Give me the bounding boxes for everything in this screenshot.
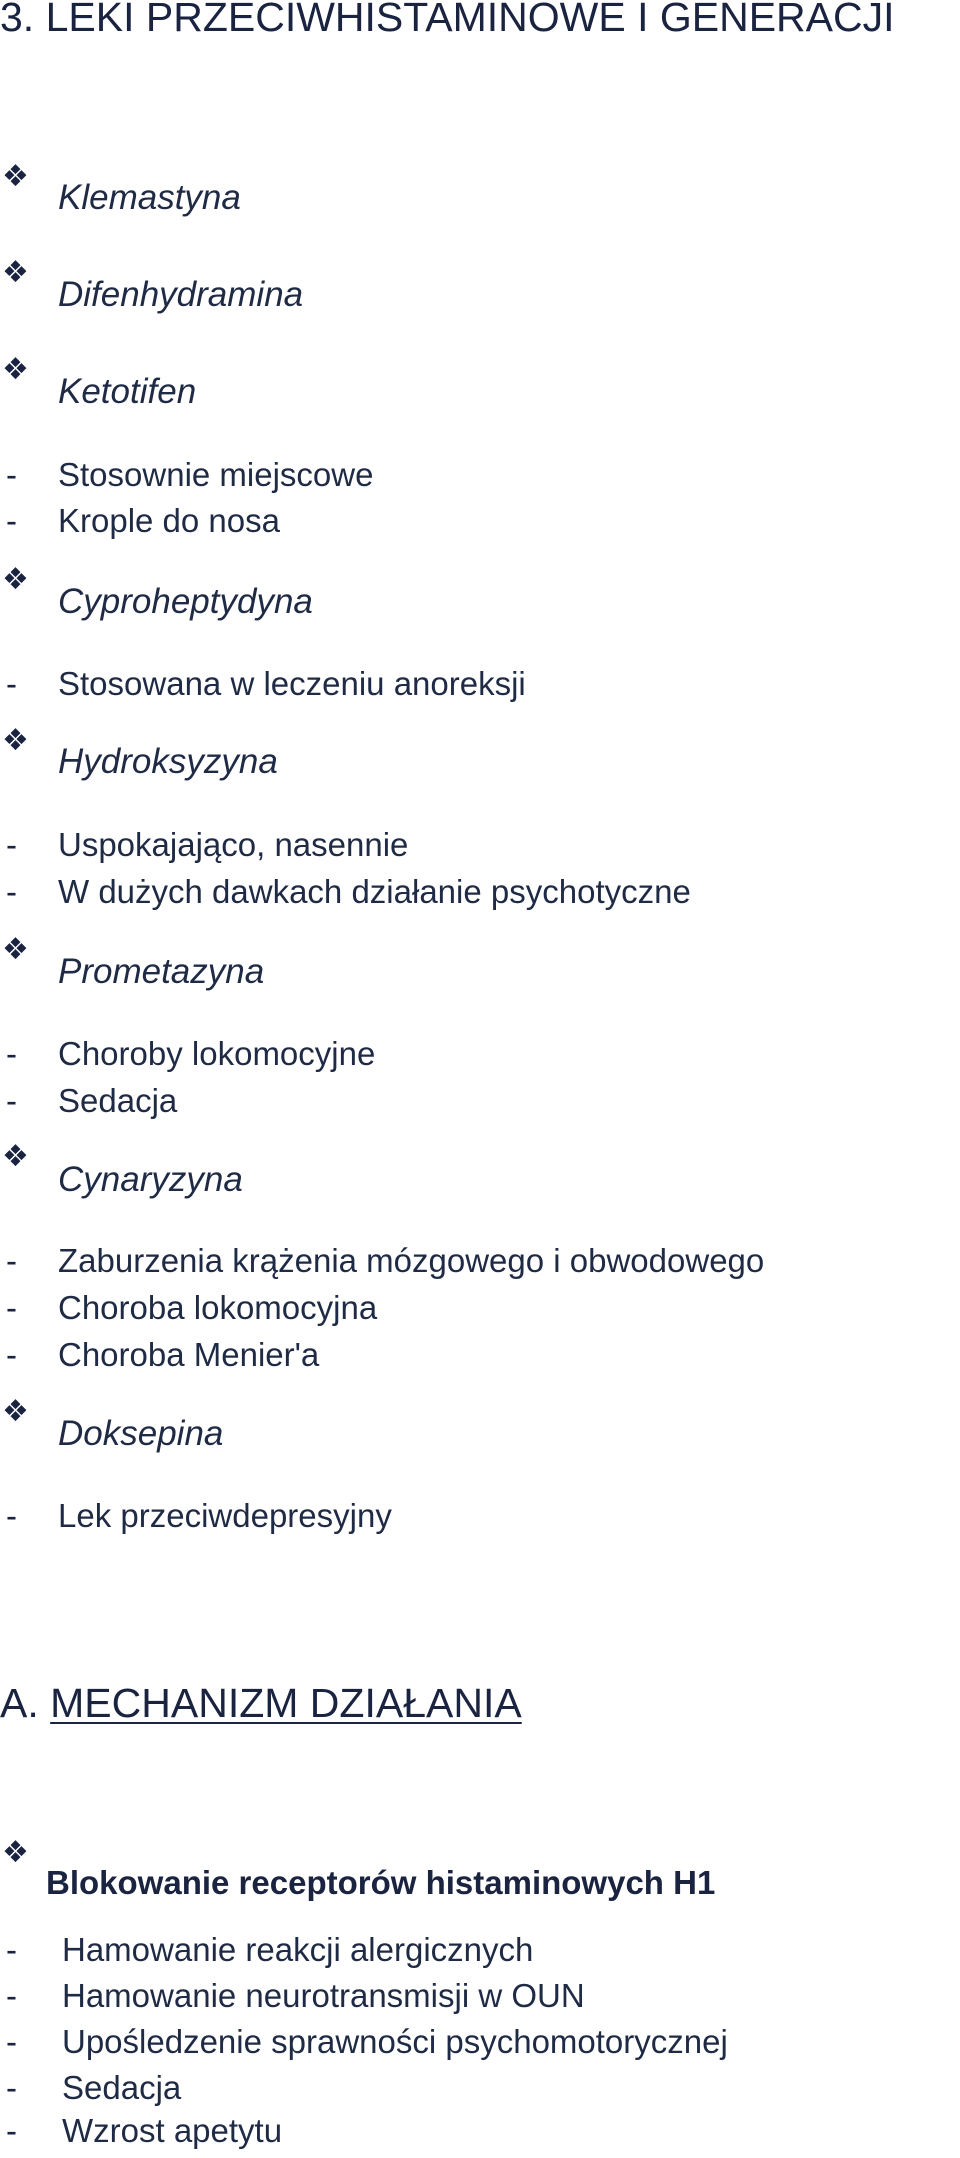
drug-note: Sedacja: [58, 1082, 178, 1119]
dash-marker: -: [6, 2112, 17, 2149]
drug-name: Prometazyna: [58, 952, 265, 991]
drug-name: Ketotifen: [58, 372, 197, 411]
bullet-icon: ❖: [2, 724, 29, 757]
dash-marker: -: [6, 826, 17, 863]
bullet-icon: ❖: [2, 1836, 29, 1869]
dash-marker: -: [6, 1082, 17, 1119]
mechanism-item: Blokowanie receptorów histaminowych H1: [46, 1864, 716, 1901]
dash-marker: -: [6, 456, 17, 493]
drug-note: Stosowana w leczeniu anoreksji: [58, 665, 526, 702]
drug-note: Zaburzenia krążenia mózgowego i obwodowego: [58, 1242, 765, 1279]
bullet-icon: ❖: [2, 1395, 29, 1428]
dash-marker: -: [6, 1242, 17, 1279]
drug-note: Uspokajająco, nasennie: [58, 826, 409, 863]
drug-name: Cyproheptydyna: [58, 582, 313, 621]
dash-marker: -: [6, 502, 17, 539]
mechanism-note: Hamowanie reakcji alergicznych: [62, 1931, 534, 1968]
section-prefix: A.: [0, 1680, 39, 1726]
bullet-icon: ❖: [2, 1140, 29, 1173]
dash-marker: -: [6, 1931, 17, 1968]
dash-marker: -: [6, 1977, 17, 2014]
dash-marker: -: [6, 1497, 17, 1534]
drug-note: Choroby lokomocyjne: [58, 1035, 376, 1072]
bullet-icon: ❖: [2, 353, 29, 386]
drug-note: W dużych dawkach działanie psychotyczne: [58, 873, 691, 910]
dash-marker: -: [6, 1336, 17, 1373]
drug-note: Lek przeciwdepresyjny: [58, 1497, 392, 1534]
drug-name: Doksepina: [58, 1414, 224, 1453]
section-title: MECHANIZM DZIAŁANIA: [50, 1680, 522, 1726]
mechanism-note: Upośledzenie sprawności psychomotorycznej: [62, 2023, 728, 2060]
dash-marker: -: [6, 665, 17, 702]
dash-marker: -: [6, 2023, 17, 2060]
page-title: 3. LEKI PRZECIWHISTAMINOWE I GENERACJI: [0, 0, 895, 40]
drug-name: Difenhydramina: [58, 275, 304, 314]
drug-note: Choroba Menier'a: [58, 1336, 320, 1373]
section-heading: [0, 1680, 522, 1727]
bullet-icon: ❖: [2, 256, 29, 289]
drug-note: Stosownie miejscowe: [58, 456, 374, 493]
mechanism-note: Wzrost apetytu: [62, 2112, 283, 2149]
dash-marker: -: [6, 1289, 17, 1326]
mechanism-note: Sedacja: [62, 2069, 182, 2106]
dash-marker: -: [6, 873, 17, 910]
bullet-icon: ❖: [2, 563, 29, 596]
mechanism-note: Hamowanie neurotransmisji w OUN: [62, 1977, 585, 2014]
bullet-icon: ❖: [2, 933, 29, 966]
bullet-icon: ❖: [2, 160, 29, 193]
drug-note: Choroba lokomocyjna: [58, 1289, 378, 1326]
drug-name: Hydroksyzyna: [58, 742, 278, 781]
drug-name: Cynaryzyna: [58, 1160, 243, 1199]
drug-note: Krople do nosa: [58, 502, 280, 539]
drug-name: Klemastyna: [58, 178, 241, 217]
dash-marker: -: [6, 1035, 17, 1072]
dash-marker: -: [6, 2069, 17, 2106]
